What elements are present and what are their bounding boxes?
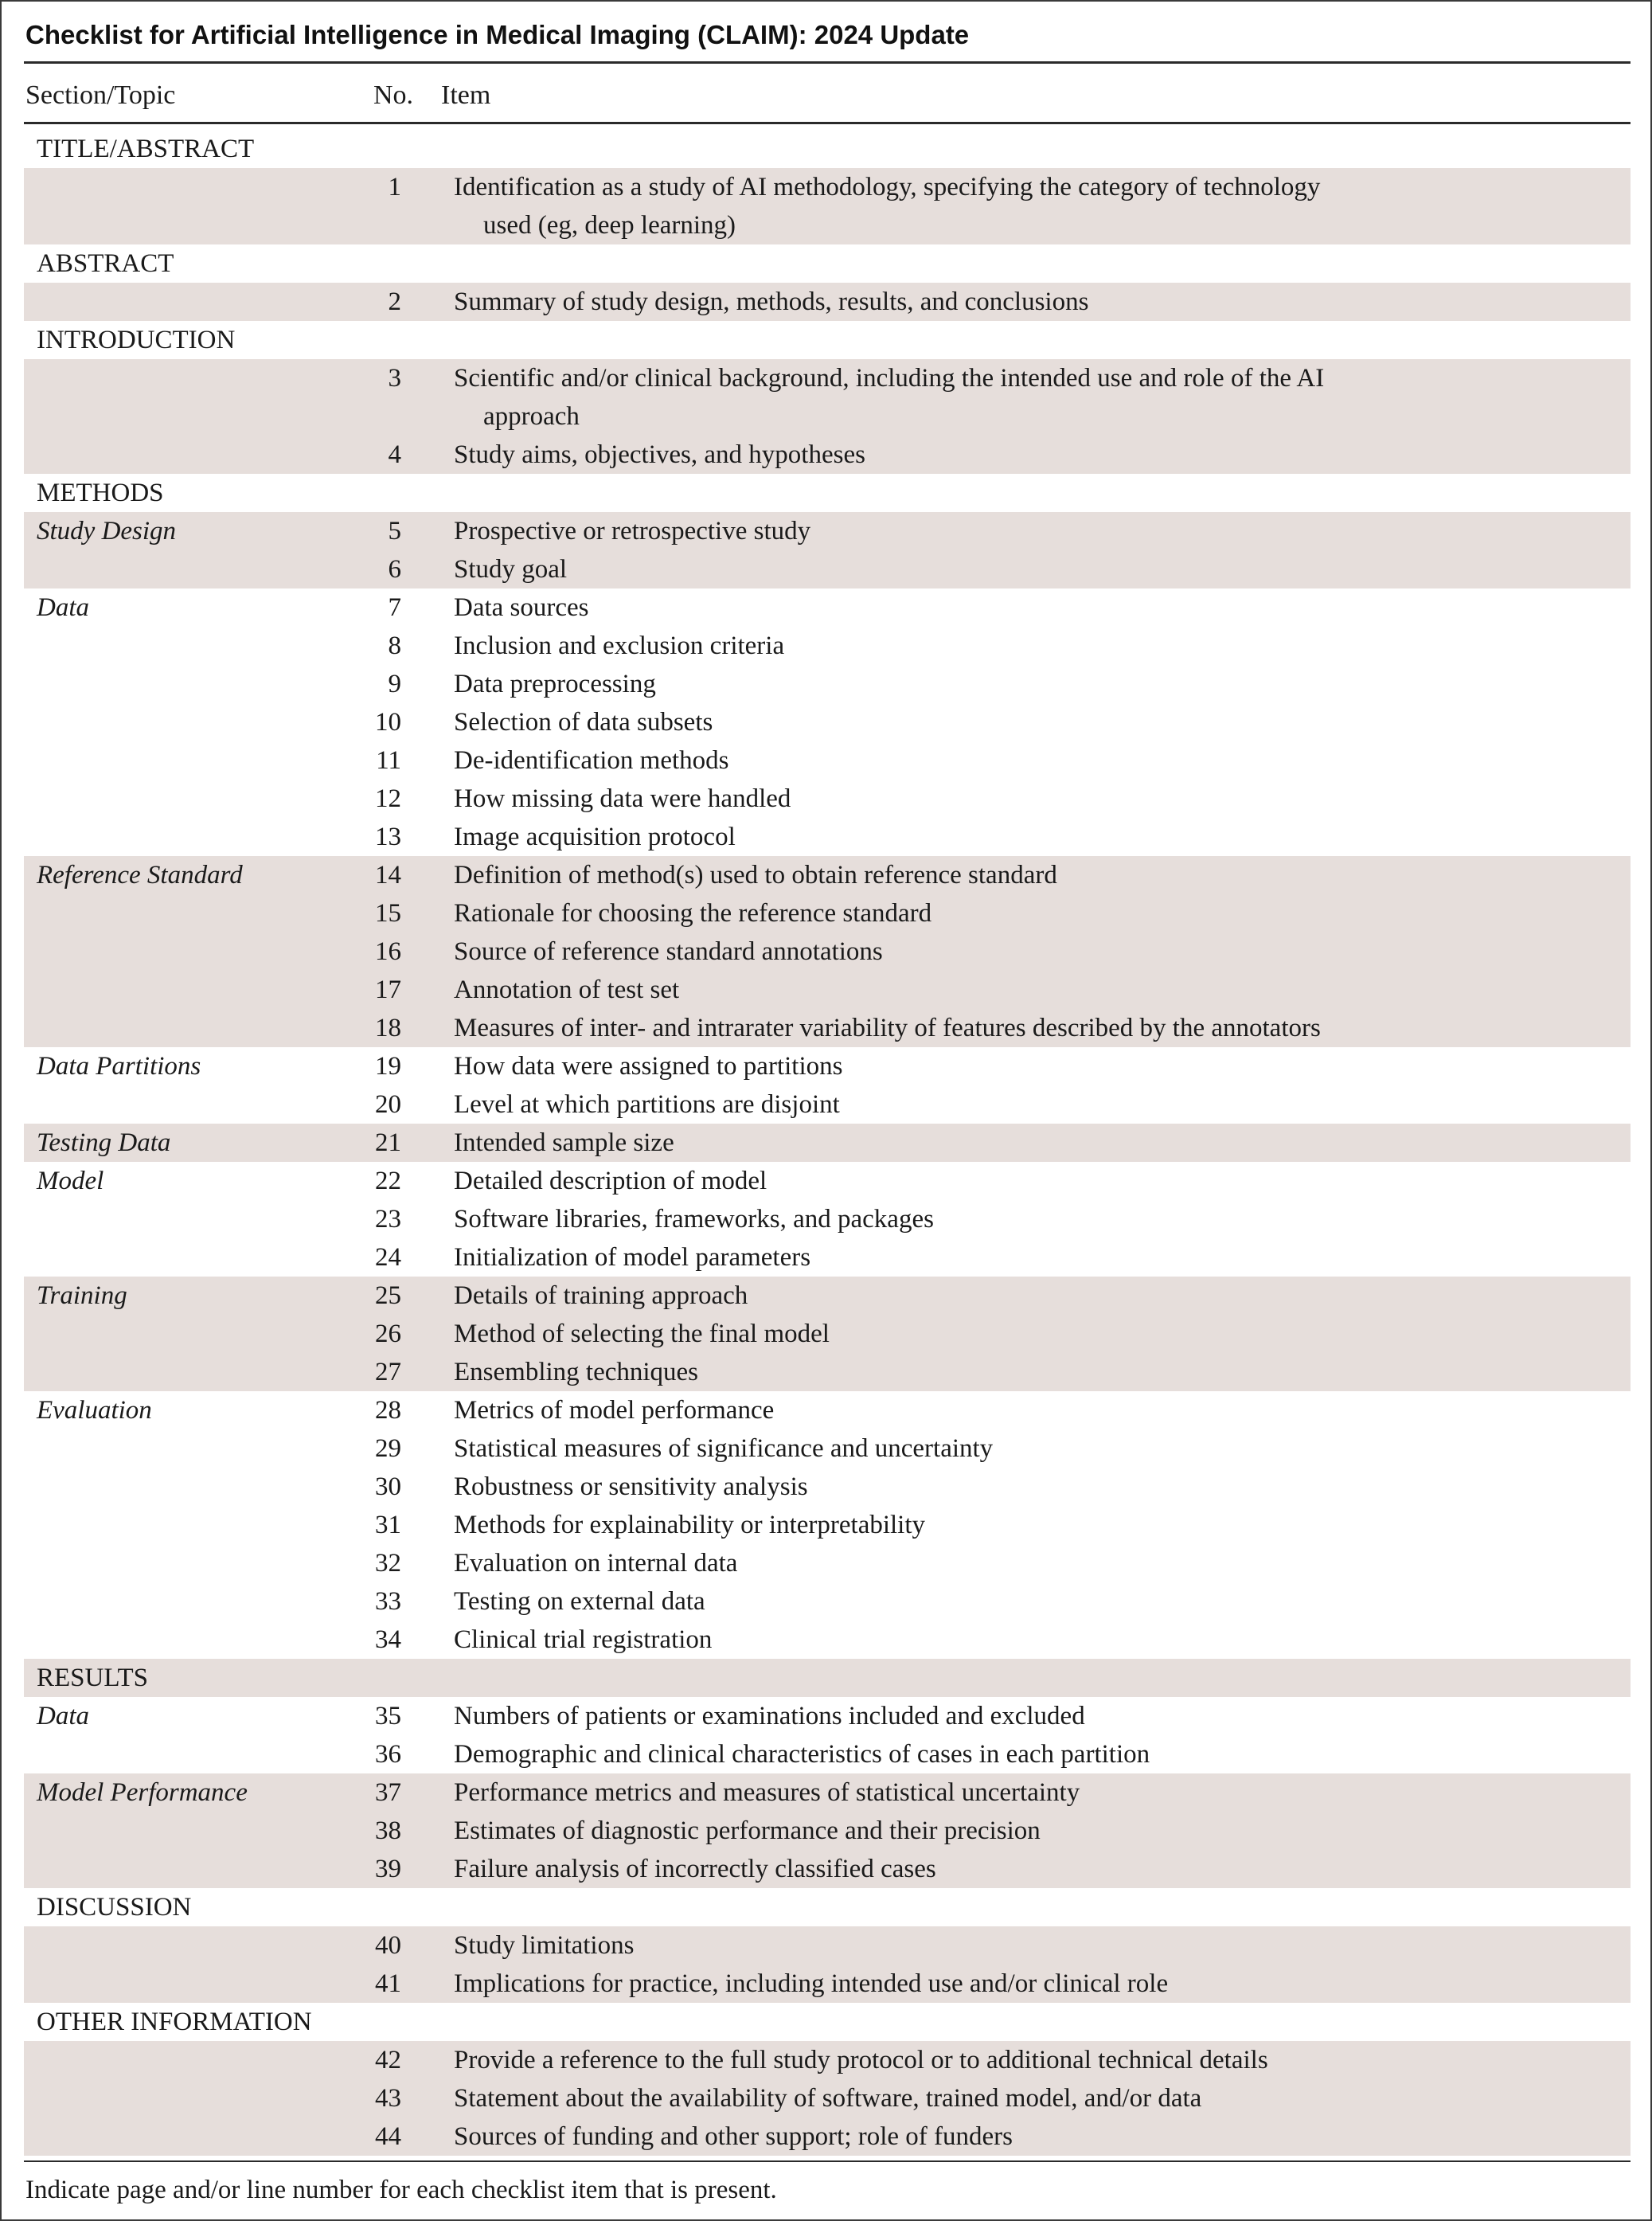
item-text: Detailed description of model	[454, 1167, 767, 1195]
item-row	[2, 1124, 1650, 1162]
item-text: Metrics of model performance	[454, 1396, 775, 1425]
item-continuation-row	[2, 206, 1650, 244]
item-number: 23	[375, 1205, 401, 1234]
item-row	[2, 1315, 1650, 1353]
item-number: 6	[388, 555, 401, 584]
table-body	[2, 2, 1650, 2160]
item-number: 39	[375, 1855, 401, 1883]
table-footnote: Indicate page and/or line number for each checklist item that is present.	[25, 2176, 777, 2204]
item-text: Failure analysis of incorrectly classified cases	[454, 1855, 936, 1883]
item-number: 27	[375, 1358, 401, 1386]
item-number: 33	[375, 1587, 401, 1616]
section-label: INTRODUCTION	[37, 326, 236, 354]
item-row	[2, 1926, 1650, 1965]
header-item: Item	[441, 80, 491, 110]
item-number: 8	[388, 631, 401, 660]
item-continuation-row	[2, 397, 1650, 436]
section-label: METHODS	[37, 479, 164, 507]
item-number: 21	[375, 1128, 401, 1157]
subsection-label: Model	[37, 1167, 104, 1195]
item-text: Selection of data subsets	[454, 708, 713, 737]
item-number: 1	[388, 173, 401, 201]
item-row	[2, 1162, 1650, 1200]
item-text: Prospective or retrospective study	[454, 517, 811, 545]
item-text: Methods for explainability or interpretability	[454, 1511, 926, 1539]
item-number: 32	[375, 1549, 401, 1578]
item-text: Numbers of patients or examinations included and excluded	[454, 1702, 1085, 1730]
item-row	[2, 780, 1650, 818]
item-row	[2, 665, 1650, 703]
item-text-continuation: used (eg, deep learning)	[483, 211, 736, 240]
item-text: Robustness or sensitivity analysis	[454, 1472, 808, 1501]
subsection-label: Testing Data	[37, 1128, 171, 1157]
item-number: 40	[375, 1931, 401, 1960]
subsection-label: Data	[37, 593, 89, 622]
item-text: Summary of study design, methods, results, and conclusions	[454, 287, 1089, 316]
item-row	[2, 1429, 1650, 1468]
section-label: DISCUSSION	[37, 1893, 192, 1922]
item-text: Study goal	[454, 555, 568, 584]
item-text: Statement about the availability of software, trained model, and/or data	[454, 2084, 1202, 2113]
item-text: How missing data were handled	[454, 784, 791, 813]
item-number: 28	[375, 1396, 401, 1425]
item-number: 34	[375, 1625, 401, 1654]
item-text: Software libraries, frameworks, and packages	[454, 1205, 934, 1234]
item-number: 4	[388, 440, 401, 469]
item-row	[2, 588, 1650, 627]
section-row	[2, 244, 1650, 283]
item-number: 35	[375, 1702, 401, 1730]
item-row	[2, 1047, 1650, 1085]
item-text: Data preprocessing	[454, 670, 656, 698]
item-text: Method of selecting the final model	[454, 1320, 830, 1348]
item-row	[2, 1009, 1650, 1047]
item-number: 2	[388, 287, 401, 316]
item-row	[2, 1391, 1650, 1429]
item-row	[2, 512, 1650, 550]
item-number: 42	[375, 2046, 401, 2074]
item-text: Study limitations	[454, 1931, 635, 1960]
item-number: 14	[375, 861, 401, 890]
item-text: Implications for practice, including intended use and/or clinical role	[454, 1969, 1169, 1998]
section-row	[2, 1888, 1650, 1926]
item-number: 36	[375, 1740, 401, 1769]
item-number: 16	[375, 937, 401, 966]
item-row	[2, 741, 1650, 780]
bottom-rule	[24, 2160, 1631, 2162]
item-number: 20	[375, 1090, 401, 1119]
item-row	[2, 894, 1650, 933]
item-text: How data were assigned to partitions	[454, 1052, 843, 1081]
item-number: 30	[375, 1472, 401, 1501]
subsection-label: Data	[37, 1702, 89, 1730]
item-row	[2, 2079, 1650, 2117]
item-text: Ensembling techniques	[454, 1358, 699, 1386]
item-row	[2, 971, 1650, 1009]
item-number: 19	[375, 1052, 401, 1081]
item-text: Annotation of test set	[454, 976, 680, 1004]
item-text: Demographic and clinical characteristics of cases in each partition	[454, 1740, 1150, 1769]
item-row	[2, 1697, 1650, 1735]
item-text: De-identification methods	[454, 746, 729, 775]
item-row	[2, 1773, 1650, 1812]
item-row	[2, 1735, 1650, 1773]
subsection-label: Study Design	[37, 517, 177, 545]
item-row	[2, 359, 1650, 397]
item-row	[2, 550, 1650, 588]
item-row	[2, 1200, 1650, 1238]
item-row	[2, 1582, 1650, 1621]
item-text: Performance metrics and measures of statistical uncertainty	[454, 1778, 1080, 1807]
section-label: TITLE/ABSTRACT	[37, 135, 255, 163]
item-number: 7	[388, 593, 401, 622]
item-text: Intended sample size	[454, 1128, 674, 1157]
item-row	[2, 283, 1650, 321]
item-text: Study aims, objectives, and hypotheses	[454, 440, 865, 469]
item-row	[2, 2041, 1650, 2079]
section-row	[2, 2003, 1650, 2041]
item-number: 37	[375, 1778, 401, 1807]
item-text: Initialization of model parameters	[454, 1243, 811, 1272]
item-text: Rationale for choosing the reference standard	[454, 899, 932, 928]
item-text: Level at which partitions are disjoint	[454, 1090, 840, 1119]
item-text: Sources of funding and other support; role of funders	[454, 2122, 1013, 2151]
item-row	[2, 1353, 1650, 1391]
item-number: 5	[388, 517, 401, 545]
section-row	[2, 321, 1650, 359]
item-text: Details of training approach	[454, 1281, 748, 1310]
item-row	[2, 1621, 1650, 1659]
item-row	[2, 1468, 1650, 1506]
item-number: 11	[376, 746, 401, 775]
item-row	[2, 703, 1650, 741]
item-text: Inclusion and exclusion criteria	[454, 631, 785, 660]
item-row	[2, 856, 1650, 894]
item-row	[2, 1085, 1650, 1124]
item-text: Provide a reference to the full study protocol or to additional technical details	[454, 2046, 1268, 2074]
item-number: 41	[375, 1969, 401, 1998]
item-number: 26	[375, 1320, 401, 1348]
item-text: Identification as a study of AI methodology, specifying the category of technology	[454, 173, 1321, 201]
item-number: 38	[375, 1816, 401, 1845]
item-row	[2, 1850, 1650, 1888]
item-text: Data sources	[454, 593, 589, 622]
item-text: Testing on external data	[454, 1587, 705, 1616]
item-number: 18	[375, 1014, 401, 1042]
header-section-topic: Section/Topic	[25, 80, 176, 110]
item-text: Source of reference standard annotations	[454, 937, 883, 966]
item-number: 31	[375, 1511, 401, 1539]
item-number: 22	[375, 1167, 401, 1195]
section-row	[2, 474, 1650, 512]
item-row	[2, 1812, 1650, 1850]
item-text: Evaluation on internal data	[454, 1549, 738, 1578]
item-number: 17	[375, 976, 401, 1004]
item-row	[2, 627, 1650, 665]
subsection-label: Data Partitions	[37, 1052, 201, 1081]
item-text: Image acquisition protocol	[454, 823, 736, 851]
item-number: 12	[375, 784, 401, 813]
item-row	[2, 933, 1650, 971]
item-row	[2, 1544, 1650, 1582]
item-row	[2, 1277, 1650, 1315]
item-row	[2, 168, 1650, 206]
item-row	[2, 436, 1650, 474]
item-text: Statistical measures of significance and uncertainty	[454, 1434, 994, 1463]
header-number: No.	[373, 80, 414, 110]
item-text: Estimates of diagnostic performance and their precision	[454, 1816, 1041, 1845]
item-number: 24	[375, 1243, 401, 1272]
item-text: Definition of method(s) used to obtain reference standard	[454, 861, 1057, 890]
item-row	[2, 1506, 1650, 1544]
section-label: OTHER INFORMATION	[37, 2008, 312, 2036]
item-text-continuation: approach	[483, 402, 580, 431]
item-row	[2, 2117, 1650, 2156]
item-number: 13	[375, 823, 401, 851]
item-text: Scientific and/or clinical background, including the intended use and role of the AI	[454, 364, 1325, 393]
subsection-label: Evaluation	[37, 1396, 152, 1425]
item-number: 3	[388, 364, 401, 393]
item-number: 44	[375, 2122, 401, 2151]
item-number: 29	[375, 1434, 401, 1463]
item-number: 9	[388, 670, 401, 698]
section-row	[2, 1659, 1650, 1697]
item-number: 15	[375, 899, 401, 928]
item-number: 43	[375, 2084, 401, 2113]
section-row	[2, 130, 1650, 168]
item-number: 10	[375, 708, 401, 737]
item-text: Clinical trial registration	[454, 1625, 713, 1654]
item-row	[2, 1965, 1650, 2003]
item-number: 25	[375, 1281, 401, 1310]
subsection-label: Model Performance	[37, 1778, 248, 1807]
table-title: Checklist for Artificial Intelligence in Medical Imaging (CLAIM): 2024 Update	[25, 20, 970, 49]
subsection-label: Reference Standard	[37, 861, 243, 890]
section-label: ABSTRACT	[37, 249, 174, 278]
section-label: RESULTS	[37, 1664, 148, 1692]
subsection-label: Training	[37, 1281, 127, 1310]
item-text: Measures of inter- and intrarater variability of features described by the annotators	[454, 1014, 1321, 1042]
item-row	[2, 818, 1650, 856]
item-row	[2, 1238, 1650, 1277]
